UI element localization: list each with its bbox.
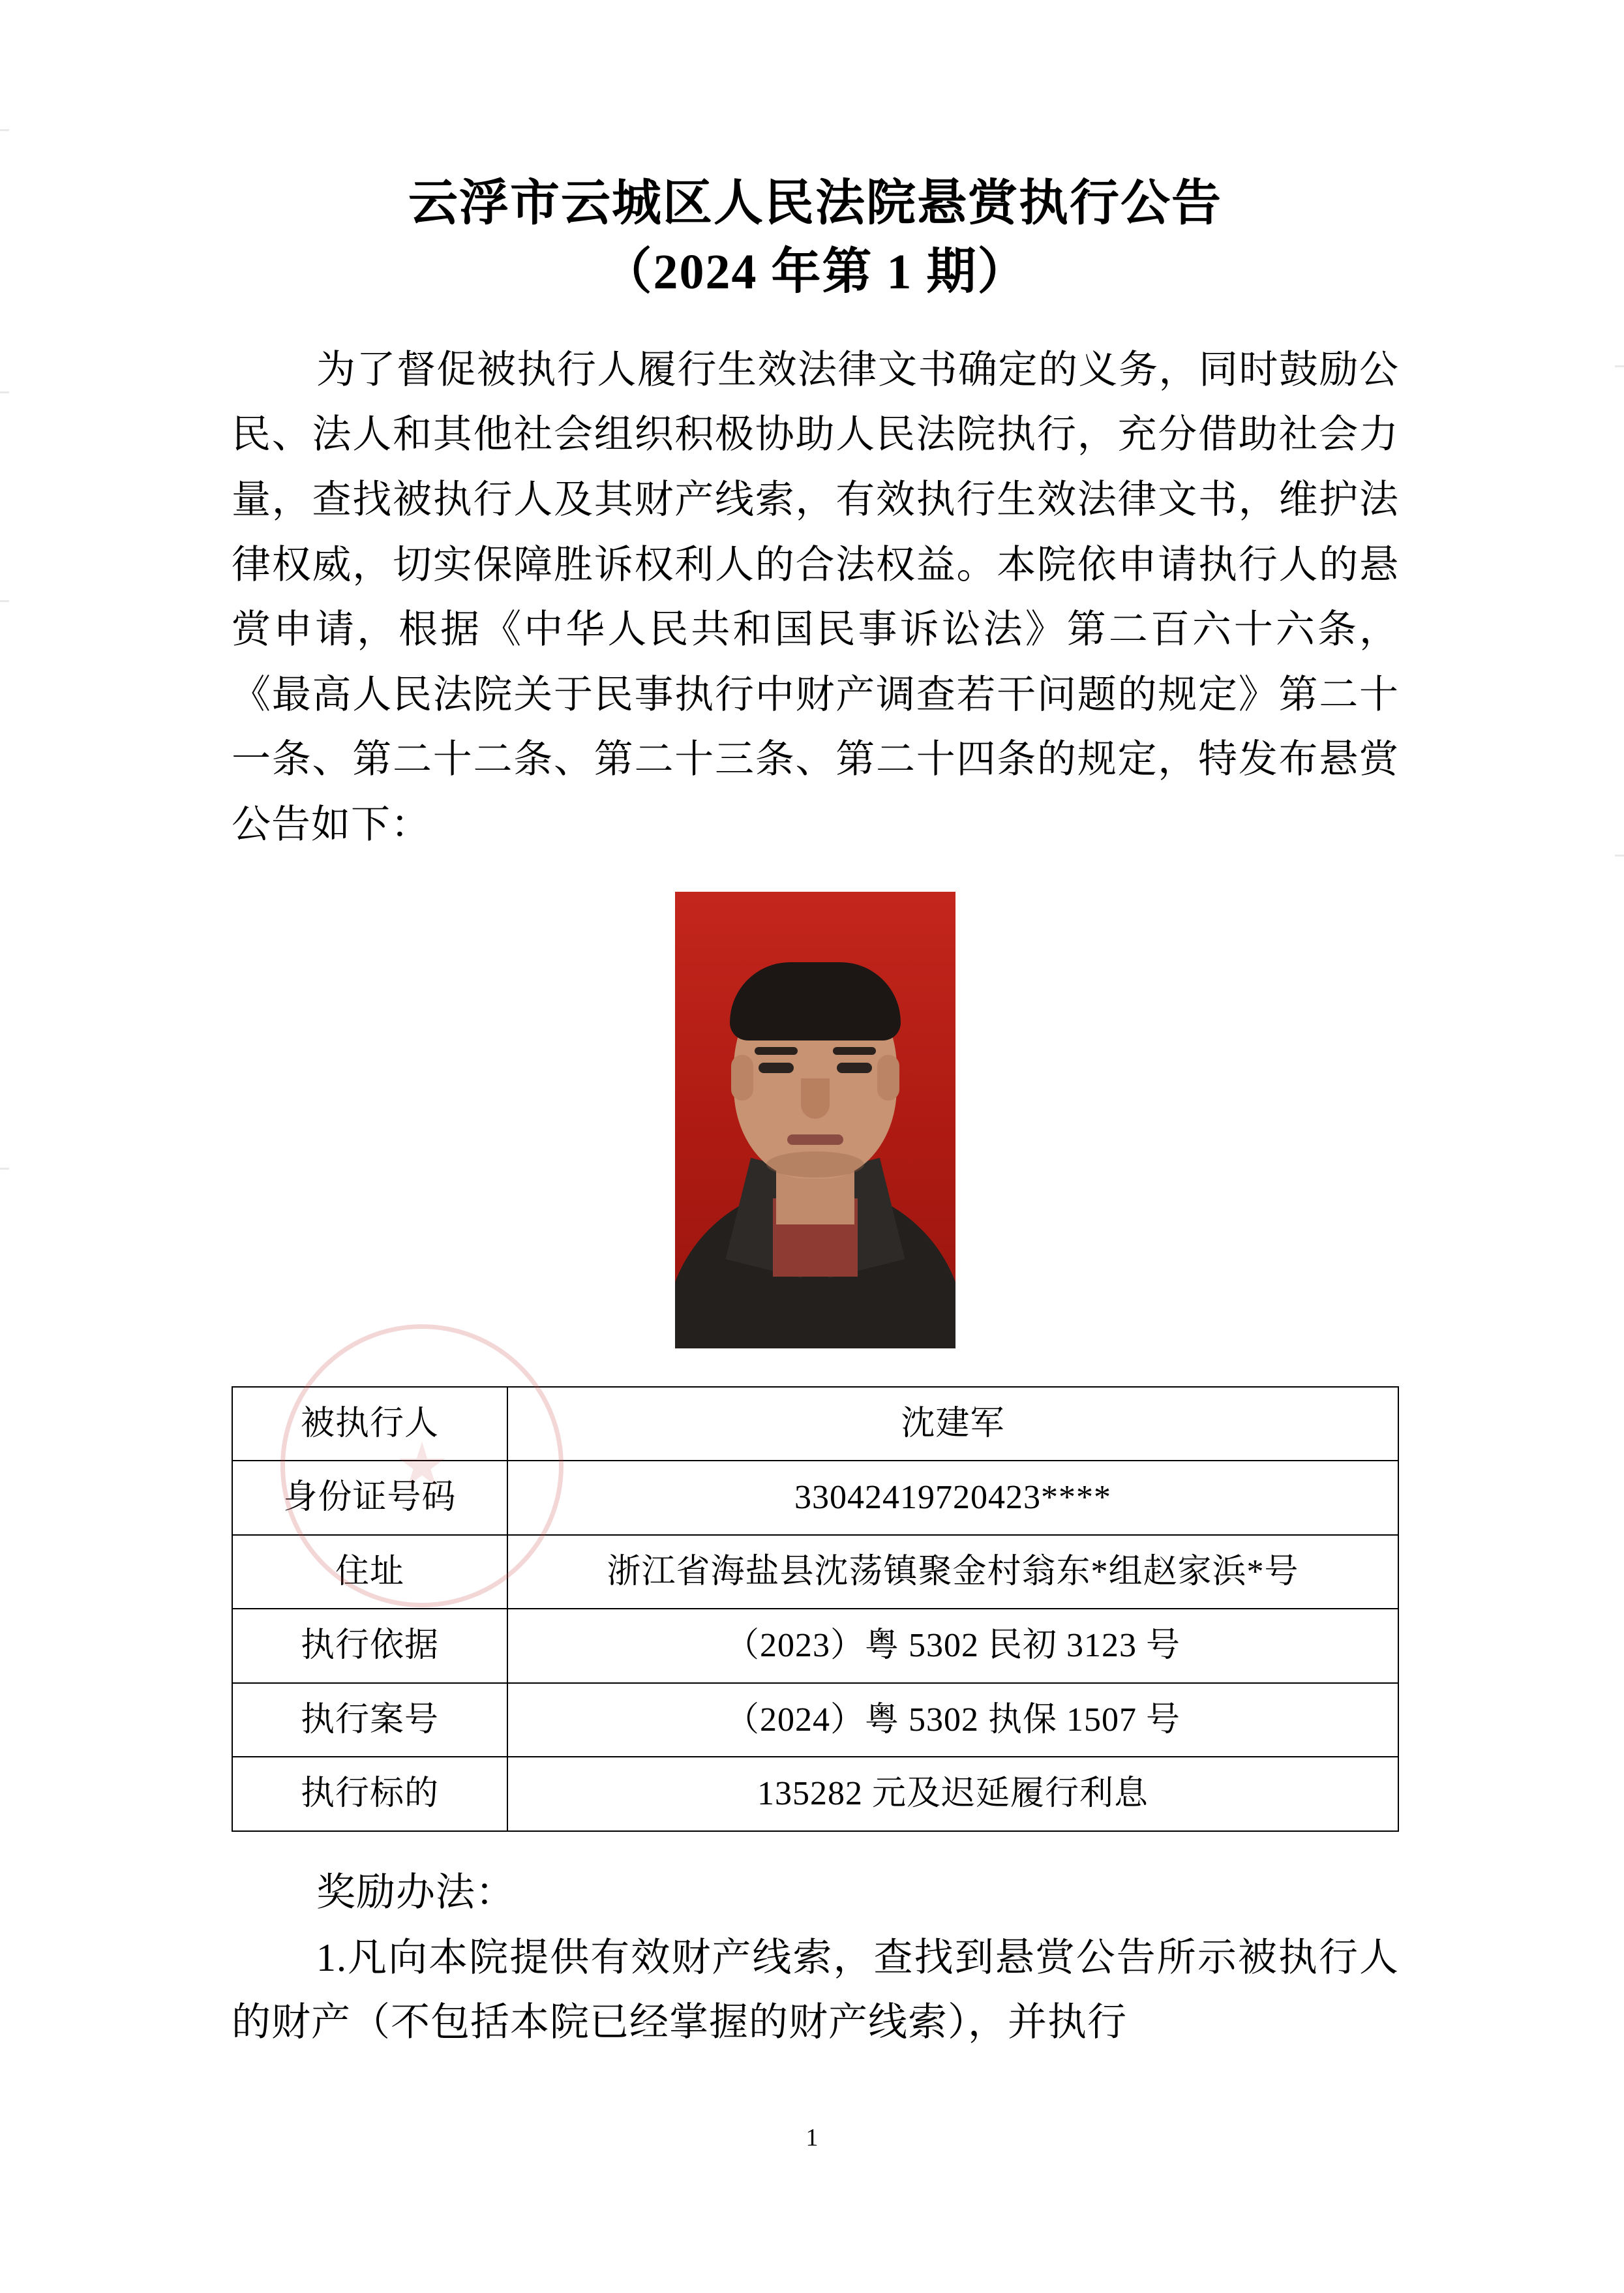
edge-mark-left-upper [0,391,9,393]
photo-mouth [787,1134,843,1145]
edge-mark-left-mid [0,600,9,602]
reward-heading: 奖励办法： [316,1871,515,1915]
table-cell-label: 执行标的 [232,1757,507,1831]
intro-paragraph: 为了督促被执行人履行生效法律文书确定的义务，同时鼓励公民、法人和其他社会组织积极协助人民法院执行，充分借助社会力量，查找被执行人及其财产线索，有效执行生效法律文书，维护法律权威，切实保障胜诉权利人的合法权益。本院依申请执行人的悬赏申请，根据《中华人民共和国民事诉讼法》第二百六十六条，《最高人民法院关于民事执行中财产调查若干问题的规定》第二十一条、第二十二条、第二十三条、第二十四条的规定，特发布悬赏公告如下： [232,348,1399,846]
table-row [232,1535,1398,1609]
table-row [232,1683,1398,1757]
photo-chin-shadow [766,1151,864,1177]
photo-eyebrow-right [833,1047,876,1055]
table-cell-value: 135282 元及迟延履行利息 [507,1757,1398,1831]
photo-hair [730,962,901,1040]
table-cell-value: （2023）粤 5302 民初 3123 号 [507,1609,1398,1683]
table-cell-label: 被执行人 [232,1387,507,1461]
respondent-info-table [232,1386,1399,1832]
photo-container [232,892,1399,1348]
edge-mark-left-lower [0,1168,9,1170]
photo-nose [801,1078,830,1119]
photo-eye-left [759,1063,794,1073]
table-cell-label: 身份证号码 [232,1461,507,1535]
document-content [232,170,1399,2056]
reward-section [232,1860,1399,2056]
edge-mark-right-upper [1615,365,1624,367]
photo-eye-right [837,1063,872,1073]
table-cell-label: 住址 [232,1535,507,1609]
edge-mark-top-left [0,129,9,131]
table-row [232,1387,1398,1461]
table-row [232,1609,1398,1683]
respondent-photo [675,892,955,1348]
page-title-line-2: （2024 年第 1 期） [602,244,1029,299]
page-title-line-1: 云浮市云城区人民法院悬赏执行公告 [408,176,1222,231]
table-cell-value: 沈建军 [507,1387,1398,1461]
photo-eyebrow-left [755,1047,798,1055]
photo-ear-left [731,1055,753,1101]
table-cell-value: （2024）粤 5302 执保 1507 号 [507,1683,1398,1757]
table-cell-value: 浙江省海盐县沈荡镇聚金村翁东*组赵家浜*号 [507,1535,1398,1609]
edge-mark-right-mid [1615,855,1624,857]
table-cell-label: 执行案号 [232,1683,507,1757]
table-row [232,1757,1398,1831]
photo-ear-right [877,1055,899,1101]
page-number: 1 [805,2124,819,2151]
table-row [232,1461,1398,1535]
table-cell-label: 执行依据 [232,1609,507,1683]
page-title [232,170,1399,307]
table-cell-value: 33042419720423**** [507,1461,1398,1535]
reward-item-1: 1.凡向本院提供有效财产线索，查找到悬赏公告所示被执行人的财产（不包括本院已经掌握的财产线索），并执行 [232,1936,1399,2044]
